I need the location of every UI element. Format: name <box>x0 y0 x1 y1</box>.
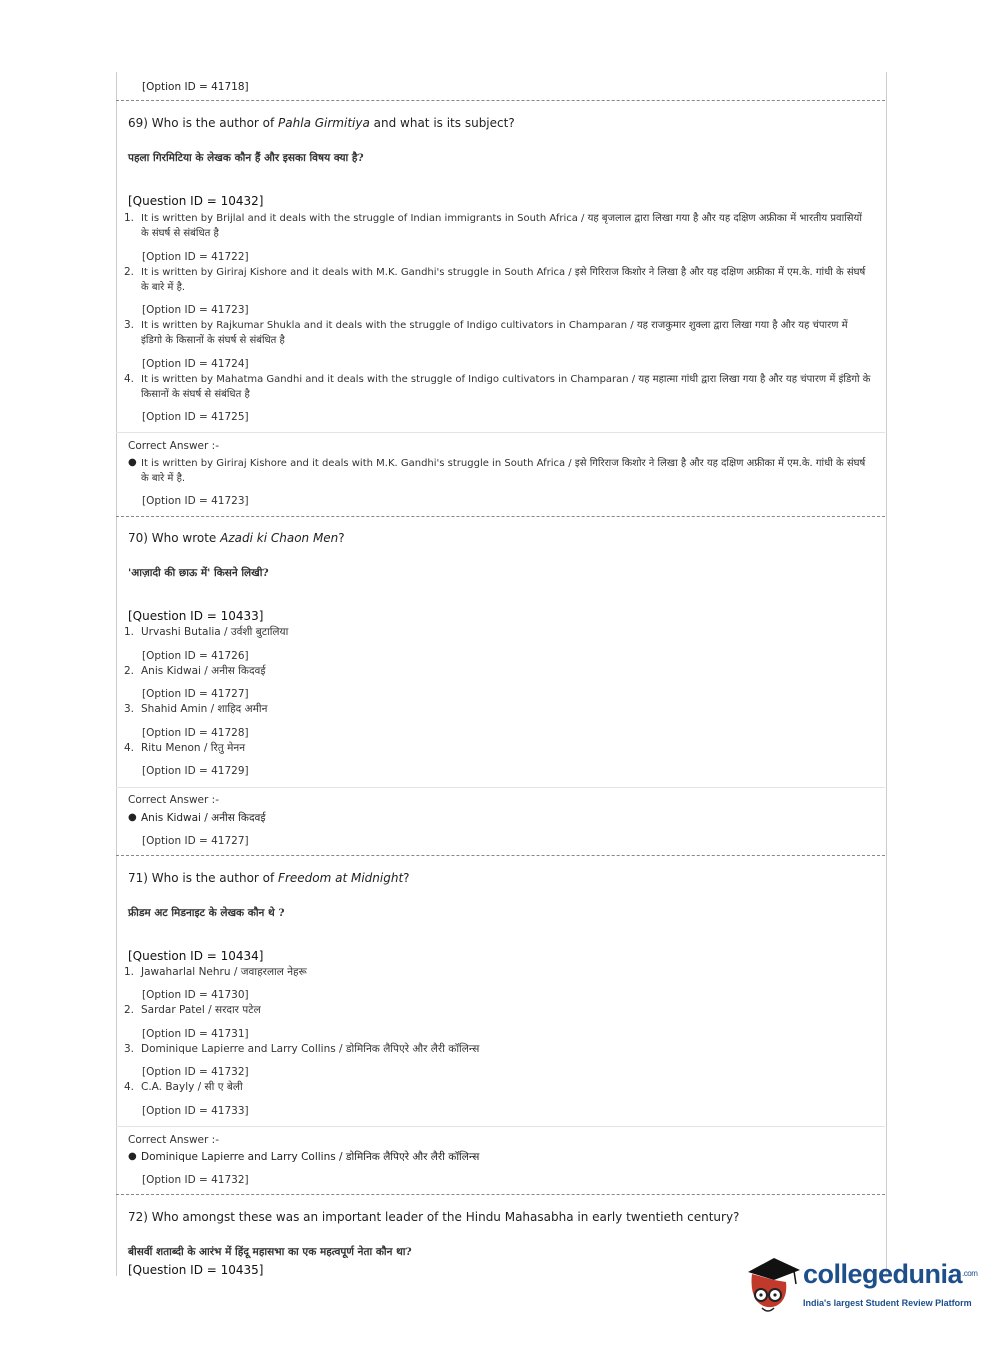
brand-logo: collegedunia$^{.com}$ <box>803 1259 978 1289</box>
question-title: 71) Who is the author of Freedom at Midnight? <box>128 871 410 885</box>
divider <box>116 516 885 517</box>
question-hindi: पहला गिरमिटिया के लेखक कौन हैं और इसका विषय क्या है? <box>128 152 364 164</box>
option-text: It is written by Giriraj Kishore and it deals with M.K. Gandhi's struggle in South Africa / इसे गिरिराज किशोर ने लिखा है और यह दक्षिण अफ्रीका में एम.के. गांधी के संघर्ष के बारे में है. <box>141 267 866 293</box>
correct-answer-text: It is written by Giriraj Kishore and it deals with M.K. Gandhi's struggle in South Africa / इसे गिरिराज किशोर ने लिखा है और यह दक्षिण अफ्रीका में एम.के. गांधी के संघर्ष के बारे में है. <box>141 458 866 484</box>
divider <box>116 1126 885 1127</box>
option-number: 4. <box>124 373 135 385</box>
option-item: 3. Dominique Lapierre and Larry Collins / डोमिनिक लैपिएरे और लैरी कॉलिन्स <box>124 1043 480 1055</box>
question-id: [Question ID = 10432] <box>128 194 264 208</box>
correct-answer-text: Dominique Lapierre and Larry Collins / डोमिनिक लैपिएरे और लैरी कॉलिन्स <box>141 1151 480 1163</box>
correct-answer-label: Correct Answer :- <box>128 440 219 452</box>
bullet-icon: ● <box>128 457 137 468</box>
question-hindi: बीसवीं शताब्दी के आरंभ में हिंदू महासभा का एक महत्वपूर्ण नेता कौन था? <box>128 1246 412 1258</box>
option-item: 3. Shahid Amin / शाहिद अमीन <box>124 703 268 715</box>
option-id: [Option ID = 41718] <box>142 81 249 93</box>
option-id: [Option ID = 41733] <box>142 1105 249 1117</box>
question-hindi: 'आज़ादी की छाऊ में' किसने लिखी? <box>128 567 269 579</box>
divider <box>116 1194 885 1195</box>
divider <box>116 855 885 856</box>
bullet-icon: ● <box>128 812 137 823</box>
option-text: It is written by Mahatma Gandhi and it deals with the struggle of Indigo cultivators in Champaran / यह महात्मा गांधी द्वारा लिखा गया है और यह चंपारण में इंडिगो के किसानों के संघर्ष से संबंधित है <box>141 374 871 400</box>
correct-answer-label: Correct Answer :- <box>128 1134 219 1146</box>
question-id: [Question ID = 10433] <box>128 609 264 623</box>
question-id: [Question ID = 10435] <box>128 1263 264 1277</box>
correct-option-id: [Option ID = 41732] <box>142 1174 249 1186</box>
option-item: 1. Urvashi Butalia / उर्वशी बुटालिया <box>124 626 289 638</box>
option-number: 2. <box>124 266 135 278</box>
option-text: It is written by Rajkumar Shukla and it deals with the struggle of Indigo cultivators in Champaran / यह राजकुमार शुक्ला द्वारा लिखा गया है और यह चंपारण में इंडिगो के किसानों के संघर्ष से संबंधित है <box>141 320 848 346</box>
option-id: [Option ID = 41729] <box>142 765 249 777</box>
option-item: 4. C.A. Bayly / सी ए बेली <box>124 1081 243 1093</box>
correct-option-id: [Option ID = 41723] <box>142 495 249 507</box>
divider <box>116 787 885 788</box>
correct-answer-text: Anis Kidwai / अनीस किदवई <box>141 812 266 824</box>
question-id: [Question ID = 10434] <box>128 949 264 963</box>
option-text: It is written by Brijlal and it deals with the struggle of Indian immigrants in South Africa / यह बृजलाल द्वारा लिखा गया है और यह दक्षिण अफ्रीका में भारतीय प्रवासियों के संघर्ष से संबंधित है <box>141 213 862 239</box>
question-title: 72) Who amongst these was an important leader of the Hindu Mahasabha in early twentieth century? <box>128 1210 740 1224</box>
question-title: 69) Who is the author of Pahla Girmitiya and what is its subject? <box>128 116 515 130</box>
option-id: [Option ID = 41725] <box>142 411 249 423</box>
correct-option-id: [Option ID = 41727] <box>142 835 249 847</box>
option-number: 3. <box>124 319 135 331</box>
option-item: 2. Sardar Patel / सरदार पटेल <box>124 1004 261 1016</box>
divider <box>116 100 885 101</box>
option-id: [Option ID = 41723] <box>142 304 249 316</box>
option-item: 4. Ritu Menon / रितु मेनन <box>124 742 246 754</box>
option-item: 2. Anis Kidwai / अनीस किदवई <box>124 665 266 677</box>
option-item: 1. Jawaharlal Nehru / जवाहरलाल नेहरू <box>124 966 307 978</box>
option-id: [Option ID = 41724] <box>142 358 249 370</box>
question-title: 70) Who wrote Azadi ki Chaon Men? <box>128 531 345 545</box>
option-id: [Option ID = 41727] <box>142 688 249 700</box>
option-id: [Option ID = 41726] <box>142 650 249 662</box>
option-id: [Option ID = 41731] <box>142 1028 249 1040</box>
divider <box>116 432 885 433</box>
correct-answer-label: Correct Answer :- <box>128 794 219 806</box>
option-id: [Option ID = 41730] <box>142 989 249 1001</box>
option-id: [Option ID = 41722] <box>142 251 249 263</box>
brand-tagline: India's largest Student Review Platform <box>803 1298 972 1308</box>
bullet-icon: ● <box>128 1151 137 1162</box>
option-id: [Option ID = 41728] <box>142 727 249 739</box>
question-hindi: फ्रीडम अट मिडनाइट के लेखक कौन थे ? <box>128 907 285 919</box>
mascot-icon <box>742 1250 804 1320</box>
option-number: 1. <box>124 212 135 224</box>
option-id: [Option ID = 41732] <box>142 1066 249 1078</box>
